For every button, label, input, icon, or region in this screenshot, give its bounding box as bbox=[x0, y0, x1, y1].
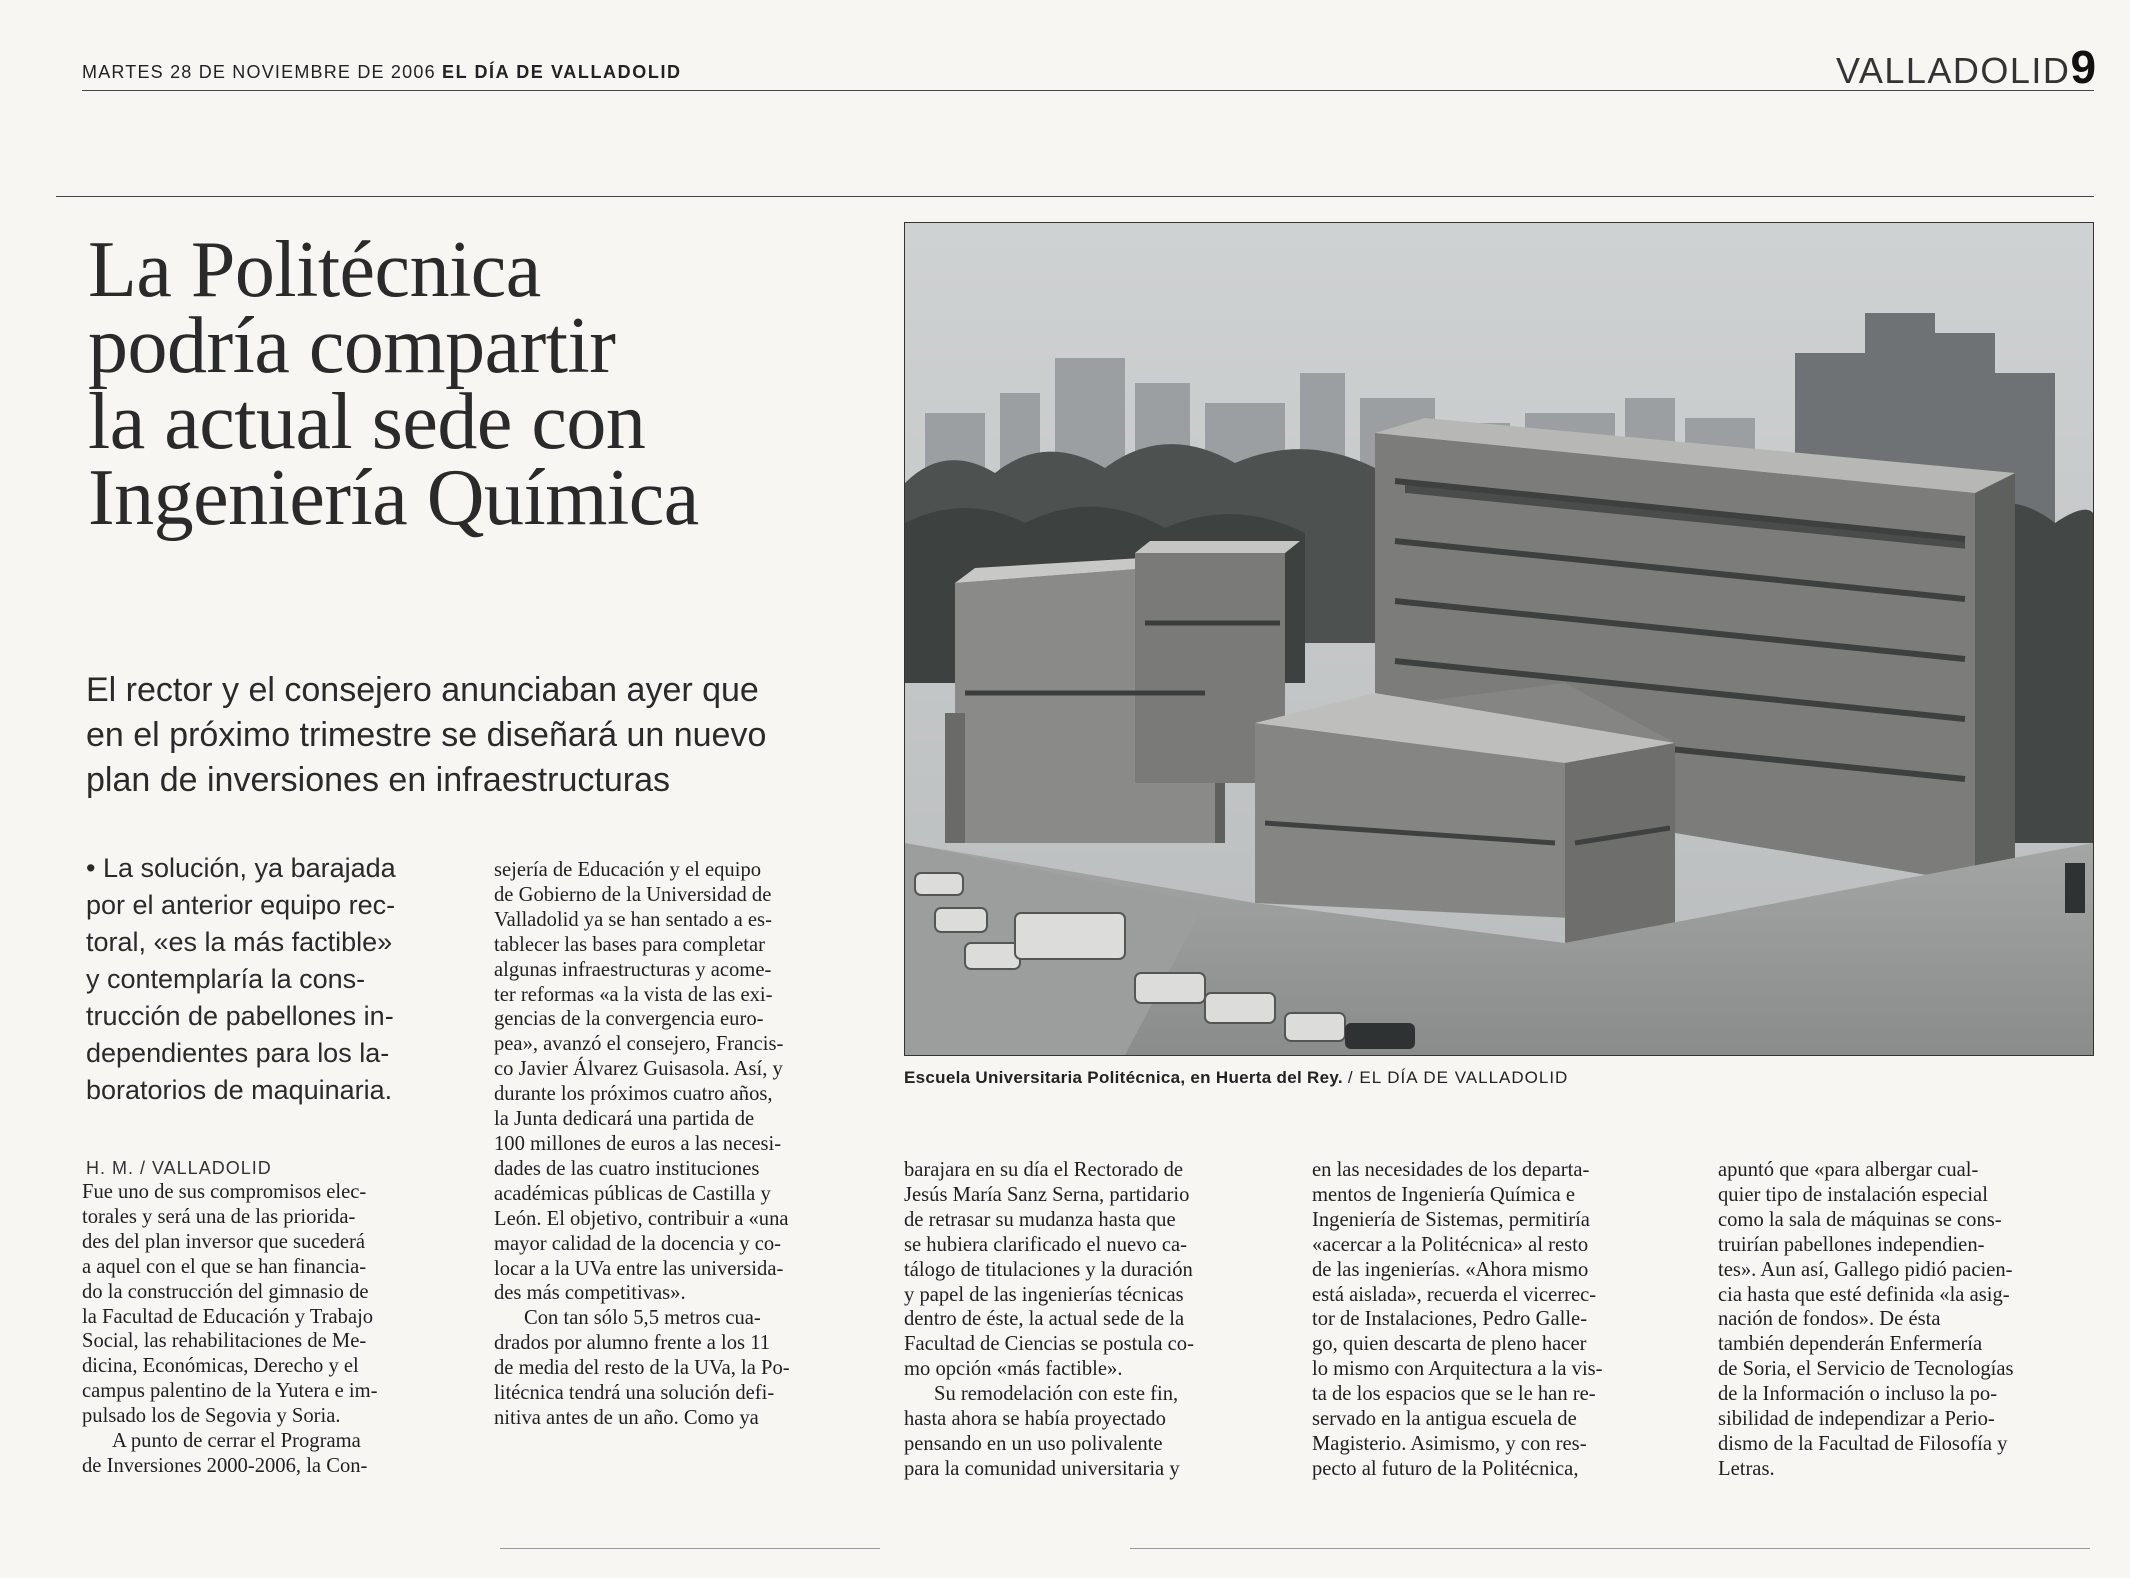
building-photo bbox=[904, 222, 2094, 1056]
text-line: tes». Aun así, Gallego pidió pacien- bbox=[1718, 1258, 2013, 1281]
headline-line: La Politécnica bbox=[88, 226, 541, 314]
text-line: de Soria, el Servicio de Tecnologías bbox=[1718, 1358, 2014, 1381]
section-name: VALLADOLID bbox=[1836, 50, 2071, 91]
text-line: Magisterio. Asimismo, y con res- bbox=[1312, 1432, 1587, 1455]
summary-line: trucción de pabellones in- bbox=[86, 1001, 394, 1031]
text-line: do la construcción del gimnasio de bbox=[82, 1280, 369, 1303]
text-line: León. El objetivo, contribuir a «una bbox=[494, 1207, 789, 1230]
text-line: durante los próximos cuatro años, bbox=[494, 1083, 773, 1106]
text-line: pulsado los de Segovia y Soria. bbox=[82, 1405, 341, 1428]
text-line: Social, las rehabilitaciones de Me- bbox=[82, 1330, 367, 1353]
text-line: se hubiera clarificado el nuevo ca- bbox=[904, 1233, 1188, 1256]
issue-date: MARTES 28 DE NOVIEMBRE DE 2006 bbox=[82, 62, 436, 82]
text-line: académicas públicas de Castilla y bbox=[494, 1182, 771, 1205]
text-line: Jesús María Sanz Serna, partidario bbox=[904, 1183, 1190, 1206]
article-column-2 bbox=[494, 858, 878, 1431]
text-line: go, quien descarta de pleno hacer bbox=[1312, 1333, 1587, 1356]
summary-line: y contemplaría la cons- bbox=[86, 964, 366, 994]
text-line: está aislada», recuerda el vicerrec- bbox=[1312, 1283, 1597, 1306]
text-line: drados por alumno frente a los 11 bbox=[494, 1332, 771, 1355]
text-line: torales y será una de las priorida- bbox=[82, 1205, 356, 1228]
text-line: dentro de éste, la actual sede de la bbox=[904, 1308, 1185, 1331]
text-line: nitiva antes de un año. Como ya bbox=[494, 1406, 759, 1429]
section-header bbox=[1836, 40, 2097, 94]
text-line: a aquel con el que se han financia- bbox=[82, 1255, 367, 1278]
text-line: barajara en su día el Rectorado de bbox=[904, 1159, 1184, 1181]
top-article-rule bbox=[56, 196, 2094, 197]
text-line: locar a la UVa entre las universida- bbox=[494, 1257, 784, 1280]
text-line: como la sala de máquinas se cons- bbox=[1718, 1208, 2002, 1231]
photo-illustration bbox=[905, 223, 2093, 1055]
text-line: la Junta dedicará una partida de bbox=[494, 1108, 755, 1131]
text-line: campus palentino de la Yutera e im- bbox=[82, 1380, 378, 1403]
text-line: mayor calidad de la docencia y co- bbox=[494, 1232, 782, 1255]
headline bbox=[88, 226, 908, 542]
text-line: 100 millones de euros a las necesi- bbox=[494, 1132, 782, 1155]
page-header-date bbox=[82, 62, 682, 83]
text-line: para la comunidad universitaria y bbox=[904, 1457, 1180, 1480]
text-line: y papel de las ingenierías técnicas bbox=[904, 1283, 1184, 1306]
text-line: Letras. bbox=[1718, 1457, 1775, 1480]
text-line: nación de fondos». De ésta bbox=[1718, 1308, 1941, 1331]
headline-line: la actual sede con bbox=[88, 378, 646, 466]
text-line: co Javier Álvarez Guisasola. Así, y bbox=[494, 1058, 783, 1081]
summary-line: por el anterior equipo rec- bbox=[86, 890, 396, 920]
text-line: de Inversiones 2000-2006, la Con- bbox=[82, 1454, 368, 1477]
headline-line: Ingeniería Química bbox=[88, 454, 699, 542]
text-line: sibilidad de independizar a Perio- bbox=[1718, 1408, 1995, 1431]
text-line: ter reformas «a la vista de las exi- bbox=[494, 983, 773, 1006]
article-column-1 bbox=[82, 1180, 466, 1479]
text-line: pecto al futuro de la Politécnica, bbox=[1312, 1457, 1579, 1480]
header-rule bbox=[82, 90, 2094, 91]
summary-line: dependientes para los la- bbox=[86, 1038, 390, 1068]
text-line: de la Información o incluso la po- bbox=[1718, 1383, 1998, 1406]
text-line: Su remodelación con este fin, bbox=[934, 1383, 1179, 1406]
byline: H. M. / VALLADOLID bbox=[86, 1158, 272, 1178]
text-line: ta de los espacios que se le han re- bbox=[1312, 1383, 1596, 1406]
article-column-5 bbox=[1718, 1158, 2098, 1482]
text-line: lo mismo con Arquitectura a la vis- bbox=[1312, 1358, 1603, 1381]
text-line: también dependerán Enfermería bbox=[1718, 1333, 1983, 1356]
text-line: mentos de Ingeniería Química e bbox=[1312, 1183, 1576, 1206]
text-line: dades de las cuatro instituciones bbox=[494, 1157, 760, 1180]
text-line: litécnica tendrá una solución defi- bbox=[494, 1382, 775, 1405]
text-line: de retrasar su mudanza hasta que bbox=[904, 1208, 1176, 1231]
subhead-line: plan de inversiones en infraestructuras bbox=[86, 761, 670, 799]
summary-line: boratorios de maquinaria. bbox=[86, 1075, 393, 1105]
newspaper-name: EL DÍA DE VALLADOLID bbox=[441, 62, 682, 82]
text-line: «acercar a la Politécnica» al resto bbox=[1312, 1233, 1589, 1256]
text-line: tablecer las bases para completar bbox=[494, 933, 766, 956]
caption-text: Escuela Universitaria Politécnica, en Huerta del Rey. bbox=[904, 1068, 1343, 1087]
headline-line: podría compartir bbox=[88, 302, 616, 390]
text-line: Facultad de Ciencias se postula co- bbox=[904, 1333, 1194, 1356]
bottom-rule bbox=[1130, 1548, 2090, 1549]
text-line: la Facultad de Educación y Trabajo bbox=[82, 1305, 374, 1328]
text-line: Fue uno de sus compromisos elec- bbox=[82, 1181, 367, 1203]
photo-credit: / EL DÍA DE VALLADOLID bbox=[1347, 1068, 1569, 1087]
text-line: Valladolid ya se han sentado a es- bbox=[494, 908, 772, 931]
summary-line: • La solución, ya barajada bbox=[86, 853, 396, 883]
text-line: pensando en un uso polivalente bbox=[904, 1432, 1163, 1455]
subhead-line: en el próximo trimestre se diseñará un nuevo bbox=[86, 716, 767, 754]
text-line: dicina, Económicas, Derecho y el bbox=[82, 1355, 359, 1378]
subhead-line: El rector y el consejero anunciaban ayer que bbox=[86, 671, 759, 709]
text-line: algunas infraestructuras y acome- bbox=[494, 958, 772, 981]
text-line: de las ingenierías. «Ahora mismo bbox=[1312, 1258, 1589, 1281]
text-line: des más competitivas». bbox=[494, 1282, 686, 1305]
text-line: dismo de la Facultad de Filosofía y bbox=[1718, 1432, 2008, 1455]
bottom-rule bbox=[500, 1548, 880, 1549]
summary-line: toral, «es la más factible» bbox=[86, 927, 393, 957]
text-line: sejería de Educación y el equipo bbox=[494, 859, 762, 881]
text-line: des del plan inversor que sucederá bbox=[82, 1230, 366, 1253]
text-line: tálogo de titulaciones y la duración bbox=[904, 1258, 1193, 1281]
article-column-4 bbox=[1312, 1158, 1692, 1482]
text-line: cia hasta que esté definida «la asig- bbox=[1718, 1283, 2010, 1306]
text-line: mo opción «más factible». bbox=[904, 1358, 1123, 1381]
summary-highlight bbox=[86, 850, 446, 1109]
photo-caption bbox=[904, 1068, 1568, 1088]
subheadline bbox=[86, 668, 886, 803]
article-column-3 bbox=[904, 1158, 1284, 1482]
text-line: A punto de cerrar el Programa bbox=[112, 1430, 361, 1453]
text-line: tor de Instalaciones, Pedro Galle- bbox=[1312, 1308, 1588, 1331]
text-line: de Gobierno de la Universidad de bbox=[494, 883, 772, 906]
text-line: gencias de la convergencia euro- bbox=[494, 1008, 764, 1031]
text-line: servado en la antigua escuela de bbox=[1312, 1408, 1577, 1431]
text-line: pea», avanzó el consejero, Francis- bbox=[494, 1033, 784, 1056]
text-line: apuntó que «para albergar cual- bbox=[1718, 1159, 1979, 1181]
text-line: quier tipo de instalación especial bbox=[1718, 1183, 1988, 1206]
text-line: en las necesidades de los departa- bbox=[1312, 1159, 1590, 1181]
text-line: hasta ahora se había proyectado bbox=[904, 1408, 1166, 1431]
text-line: truirían pabellones independien- bbox=[1718, 1233, 1985, 1256]
text-line: Con tan sólo 5,5 metros cua- bbox=[524, 1307, 761, 1330]
page-number: 9 bbox=[2070, 41, 2097, 93]
text-line: de media del resto de la UVa, la Po- bbox=[494, 1357, 790, 1380]
text-line: Ingeniería de Sistemas, permitiría bbox=[1312, 1208, 1590, 1231]
